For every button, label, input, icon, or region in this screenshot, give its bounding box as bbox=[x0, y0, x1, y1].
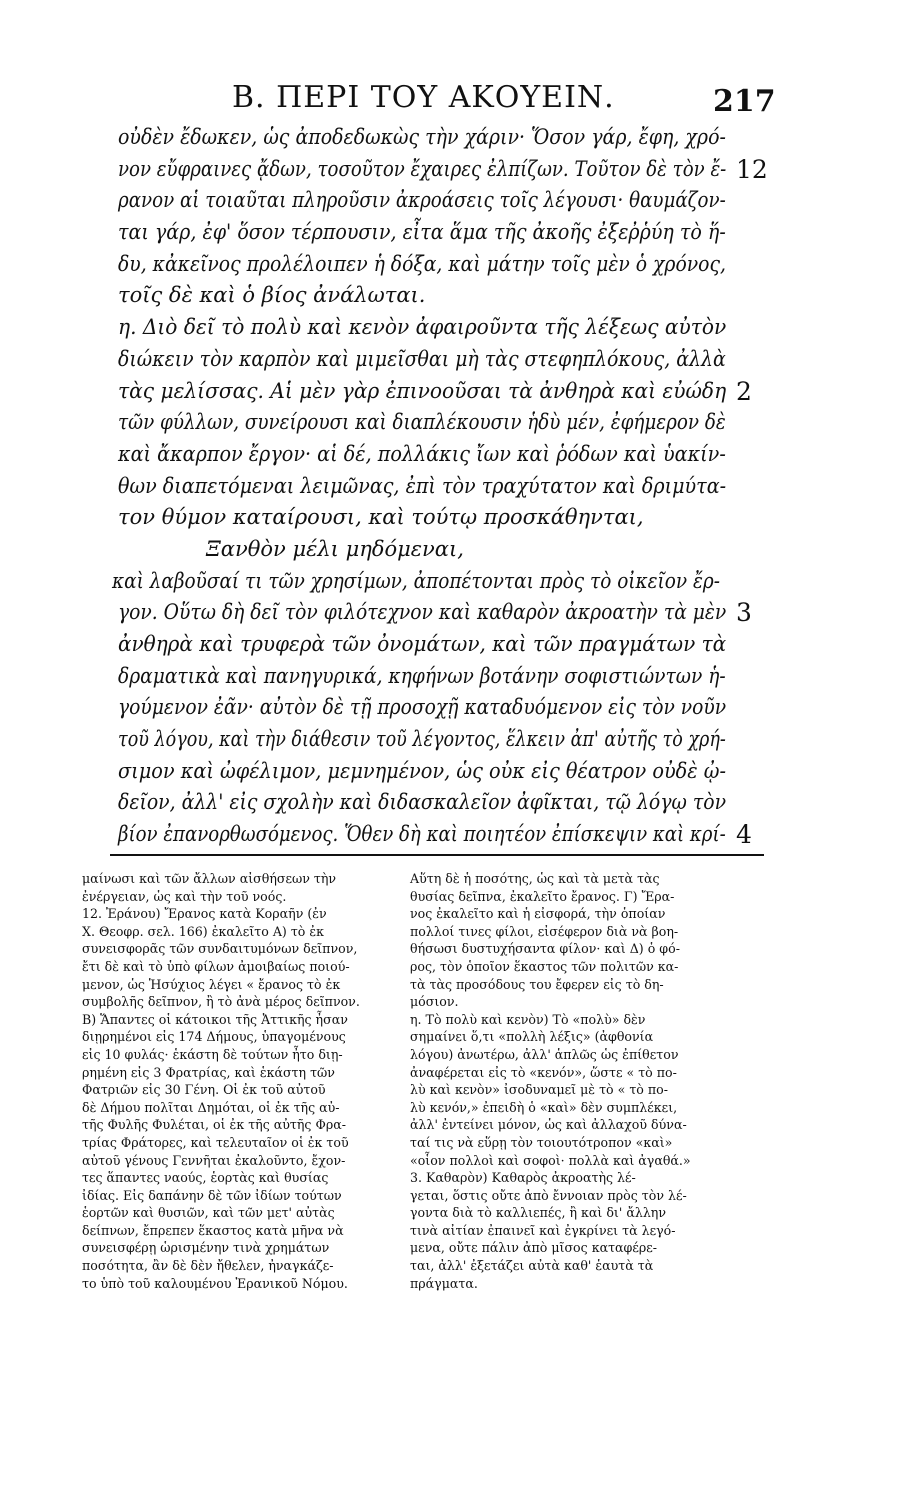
verse-line bbox=[118, 534, 758, 566]
footnote-line: ἔτι δὲ καὶ τὸ ὑπὸ φίλων ἀμοιβαίως ποιού- bbox=[82, 958, 350, 974]
footnote-line: μενον, ὡς Ἡσύχιος λέγει « ἔρανος τὸ ἐκ bbox=[82, 976, 341, 992]
text-line-content: ρανον αἱ τοιαῦται πληροῦσιν ἀκροάσεις τοῖς λέγουσι· θαυμάζον- bbox=[118, 188, 726, 213]
footnote-line: τὰ τὰς προσόδους του ἔφερεν εἰς τὸ δη- bbox=[410, 976, 664, 992]
footnote-line: ρημένη εἰς 3 Φρατρίας, καὶ ἑκάστη τῶν bbox=[82, 1064, 335, 1080]
footnote-line: δὲ Δήμου πολῖται Δημόται, οἱ ἐκ τῆς αὐ- bbox=[82, 1099, 340, 1115]
margin-reference-number: 3 bbox=[736, 598, 752, 628]
footnote-line: δείπνων, ἔπρεπεν ἕκαστος κατὰ μῆνα νὰ bbox=[82, 1222, 344, 1238]
footnote-line: πολλοί τινες φίλοι, εἰσέφερον διὰ νὰ βοη- bbox=[410, 923, 679, 939]
margin-reference-number: 12 bbox=[736, 154, 768, 184]
footnote-line: θυσίας δεῖπνα, ἐκαλεῖτο ἔρανος. Γ) Ἔρα- bbox=[410, 888, 675, 904]
footnote-line: νος ἐκαλεῖτο καὶ ἡ εἰσφορά, τὴν ὁποίαν bbox=[410, 906, 666, 922]
footnote-line: εἰς 10 φυλάς· ἑκάστη δὲ τούτων ἦτο διῃ- bbox=[82, 1046, 343, 1062]
page-number: 217 bbox=[713, 84, 776, 119]
footnotes-right-column bbox=[410, 870, 764, 1292]
text-line bbox=[118, 471, 758, 503]
margin-reference-number: 4 bbox=[736, 820, 752, 850]
footnote-line: ἀναφέρεται εἰς τὸ «κενόν», ὥστε « τὸ πο- bbox=[410, 1064, 677, 1080]
text-line-content: τοῖς δὲ καὶ ὁ βίος ἀνάλωται. bbox=[118, 283, 426, 308]
footnote-line: το ὑπὸ τοῦ καλουμένου Ἐρανικοῦ Νόμου. bbox=[82, 1275, 348, 1291]
text-line bbox=[118, 185, 758, 217]
text-line-content: ται γάρ, ἐφ' ὅσον τέρπουσιν, εἶτα ἅμα τῆς ἀκοῆς ἐξεῤῥύη τὸ ἥ- bbox=[118, 220, 726, 245]
text-line bbox=[118, 312, 758, 344]
text-line bbox=[118, 692, 758, 724]
footnote-line: η. Τὸ πολὺ καὶ κενὸν) Τὸ «πολὺ» δὲν bbox=[410, 1011, 646, 1027]
text-line bbox=[118, 629, 758, 661]
footnote-line: 3. Καθαρὸν) Καθαρὸς ἀκροατὴς λέ- bbox=[410, 1170, 636, 1186]
footnote-line: αὐτοῦ γένους Γεννῆται ἐκαλοῦντο, ἔχον- bbox=[82, 1152, 346, 1168]
footnote-line: θήσωσι δυστυχήσαντα φίλον· καὶ Δ) ὁ φό- bbox=[410, 941, 680, 957]
text-line-content: οὐδὲν ἔδωκεν, ὡς ἀποδεδωκὼς τὴν χάριν· Ὅσον γάρ, ἔφη, χρό- bbox=[118, 125, 726, 149]
text-line-content: η. Διὸ δεῖ τὸ πολὺ καὶ κενὸν ἀφαιροῦντα τῆς λέξεως αὐτὸν bbox=[118, 315, 727, 340]
text-line bbox=[118, 502, 758, 534]
footnote-line: λὺ καὶ κενὸν» ἰσοδυναμεῖ μὲ τὸ « τὸ πο- bbox=[410, 1082, 668, 1098]
footnote-line: σημαίνει ὅ,τι «πολλὴ λέξις» (ἀφθονία bbox=[410, 1029, 654, 1045]
footnote-line: «οἷον πολλοὶ καὶ σοφοὶ· πολλὰ καὶ ἀγαθά.» bbox=[410, 1152, 691, 1168]
footnote-line: λόγου) ἀνωτέρω, ἀλλ' ἁπλῶς ὡς ἐπίθετον bbox=[410, 1046, 679, 1062]
footnote-line: συνεισφέρῃ ὡρισμένην τινὰ χρημάτων bbox=[82, 1240, 330, 1256]
footnote-line: ἑορτῶν καὶ θυσιῶν, καὶ τῶν μετ' αὐτὰς bbox=[82, 1205, 335, 1221]
text-line-content: τον θύμον καταίρουσι, καὶ τούτῳ προσκάθηνται, bbox=[118, 505, 644, 530]
text-line-content: γον. Οὕτω δὴ δεῖ τὸν φιλότεχνον καὶ καθαρὸν ἀκροατὴν τὰ μὲν bbox=[118, 600, 727, 625]
text-line bbox=[118, 756, 758, 788]
text-line-content: σιμον καὶ ὠφέλιμον, μεμνημένον, ὡς οὐκ εἰς θέατρον οὐδὲ ᾠ- bbox=[118, 758, 726, 783]
text-line bbox=[118, 249, 758, 281]
footnote-line: μαίνωσι καὶ τῶν ἄλλων αἰσθήσεων τὴν bbox=[82, 871, 337, 886]
footnote-line: συμβολῆς δεῖπνον, ἢ τὸ ἀνὰ μέρος δεῖπνον. bbox=[82, 994, 360, 1010]
footnote-line: συνεισφορᾶς τῶν συνδαιτυμόνων δεῖπνον, bbox=[82, 941, 358, 957]
footnote-line: ται, ἀλλ' ἐξετάζει αὐτὰ καθ' ἑαυτὰ τὰ bbox=[410, 1258, 654, 1274]
text-line bbox=[118, 407, 758, 439]
footnotes-left-column bbox=[82, 870, 400, 1292]
text-line-content: τὰς μελίσσας. Αἱ μὲν γὰρ ἐπινοοῦσαι τὰ ἀνθηρὰ καὶ εὐώδη bbox=[118, 378, 727, 403]
footnote-line: τρίας Φράτορες, καὶ τελευταῖον οἱ ἐκ τοῦ bbox=[82, 1134, 349, 1150]
footnote-line: ρος, τὸν ὁποῖον ἕκαστος τῶν πολιτῶν κα- bbox=[410, 958, 679, 974]
footnote-line: ἰδίας. Εἰς δαπάνην δὲ τῶν ἰδίων τούτων bbox=[82, 1187, 342, 1203]
text-line bbox=[118, 154, 768, 186]
footnote-line: διῃρημένοι εἰς 174 Δήμους, ὑπαγομένους bbox=[82, 1029, 346, 1045]
text-line-content: ἀνθηρὰ καὶ τρυφερὰ τῶν ὀνομάτων, καὶ τῶν πραγμάτων τὰ bbox=[118, 632, 727, 656]
text-line bbox=[118, 280, 758, 312]
footnote-line: γεται, ὅστις οὔτε ἀπὸ ἔννοιαν πρὸς τὸν λέ- bbox=[410, 1187, 687, 1203]
text-line-content: τοῦ λόγου, καὶ τὴν διάθεσιν τοῦ λέγοντος, ἕλκειν ἀπ' αὐτῆς τὸ χρή- bbox=[118, 727, 726, 752]
text-line bbox=[118, 787, 758, 819]
text-line-content: Ξανθὸν μέλι μηδόμεναι, bbox=[206, 536, 464, 561]
footnote-line: γοντα διὰ τὸ καλλιεπές, ἢ καὶ δι' ἄλλην bbox=[410, 1205, 667, 1221]
text-line bbox=[118, 597, 758, 629]
footnote-line: τες ἅπαντες ναούς, ἑορτὰς καὶ θυσίας bbox=[82, 1170, 329, 1186]
text-line-content: θων διαπετόμεναι λειμῶνας, ἐπὶ τὸν τραχύτατον καὶ δριμύτα- bbox=[118, 473, 727, 498]
text-line bbox=[118, 376, 758, 408]
footnote-line: ποσότητα, ἂν δὲ δὲν ἤθελεν, ἠναγκάζε- bbox=[82, 1258, 334, 1274]
text-line bbox=[112, 566, 758, 598]
footnote-line: μόσιον. bbox=[410, 994, 459, 1010]
text-line bbox=[118, 724, 758, 756]
footnote-line: ἐνέργειαν, ὡς καὶ τὴν τοῦ νοός. bbox=[82, 888, 287, 904]
text-line-content: δεῖον, ἀλλ' εἰς σχολὴν καὶ διδασκαλεῖον ἀφῖκται, τῷ λόγῳ τὸν bbox=[118, 790, 727, 815]
footnote-line: ταί τις νὰ εὕρῃ τὸν τοιουτότροπον «καὶ» bbox=[410, 1134, 673, 1150]
text-line-content: νον εὔφραινες ᾄδων, τοσοῦτον ἔχαιρες ἐλπίζων. Τοῦτον δὲ τὸν ἔ- bbox=[118, 156, 727, 181]
footnote-line: λὺ κενόν,» ἐπειδὴ ὁ «καὶ» δὲν συμπλέκει, bbox=[410, 1099, 678, 1115]
footnote-line: Χ. Θεοφρ. σελ. 166) ἐκαλεῖτο Α) τὸ ἐκ bbox=[82, 923, 325, 939]
footnote-line: Αὕτη δὲ ἡ ποσότης, ὡς καὶ τὰ μετὰ τὰς bbox=[410, 871, 660, 886]
footnote-line: τῆς Φυλῆς Φυλέται, οἱ ἐκ τῆς αὐτῆς Φρα- bbox=[82, 1117, 346, 1133]
margin-reference-number: 2 bbox=[736, 376, 752, 406]
text-line bbox=[118, 661, 758, 693]
text-line-content: γούμενον ἐᾶν· αὐτὸν δὲ τῇ προσοχῇ καταδυόμενον εἰς τὸν νοῦν bbox=[118, 695, 727, 720]
text-line bbox=[118, 439, 758, 471]
footnote-line: τινὰ αἰτίαν ἐπαινεῖ καὶ ἐγκρίνει τὰ λεγό- bbox=[410, 1222, 676, 1238]
footnote-line: μενα, οὔτε πάλιν ἀπὸ μῖσος καταφέρε- bbox=[410, 1240, 658, 1256]
text-line-content: τῶν φύλλων, συνείρουσι καὶ διαπλέκουσιν ἡδὺ μέν, ἐφήμερον δὲ bbox=[118, 410, 726, 435]
text-line-content: διώκειν τὸν καρπὸν καὶ μιμεῖσθαι μὴ τὰς στεφηπλόκους, ἀλλὰ bbox=[118, 346, 726, 371]
text-line-content: βίον ἐπανορθωσόμενος. Ὅθεν δὴ καὶ ποιητέον ἐπίσκεψιν καὶ κρί- bbox=[118, 822, 726, 847]
page-header bbox=[0, 72, 907, 122]
footnote-line: ἀλλ' ἐντείνει μόνον, ὡς καὶ ἀλλαχοῦ δύνα- bbox=[410, 1117, 687, 1133]
footnote-line: Φατριῶν εἰς 30 Γένη. Οἱ ἐκ τοῦ αὐτοῦ bbox=[82, 1082, 326, 1098]
text-line bbox=[118, 217, 758, 249]
footnote-rule bbox=[110, 854, 764, 856]
text-line-content: καὶ λαβοῦσαί τι τῶν χρησίμων, ἀποπέτονται πρὸς τὸ οἰκεῖον ἔρ- bbox=[112, 568, 720, 593]
text-line bbox=[118, 819, 758, 851]
text-line bbox=[118, 122, 758, 154]
text-line-content: δυ, κἀκεῖνος προλέλοιπεν ἡ δόξα, καὶ μάτην τοῖς μὲν ὁ χρόνος, bbox=[118, 251, 726, 276]
text-line-content: δραματικὰ καὶ πανηγυρικά, κηφήνων βοτάνην σοφιστιώντων ἡ- bbox=[118, 663, 726, 688]
main-text bbox=[112, 122, 768, 851]
text-line-content: καὶ ἄκαρπον ἔργον· αἱ δέ, πολλάκις ἴων καὶ ῥόδων καὶ ὑακίν- bbox=[118, 441, 726, 466]
footnote-line: πράγματα. bbox=[410, 1275, 478, 1291]
text-line bbox=[118, 344, 758, 376]
running-head: Β. ΠΕΡΙ ΤΟΥ ΑΚΟΥΕΙΝ. bbox=[232, 80, 615, 115]
footnote-line: Β) Ἅπαντες οἱ κάτοικοι τῆς Ἀττικῆς ἦσαν bbox=[82, 1011, 348, 1027]
footnote-line: 12. Ἐράνου) Ἔρανος κατὰ Κοραῆν (ἐν bbox=[82, 906, 327, 922]
